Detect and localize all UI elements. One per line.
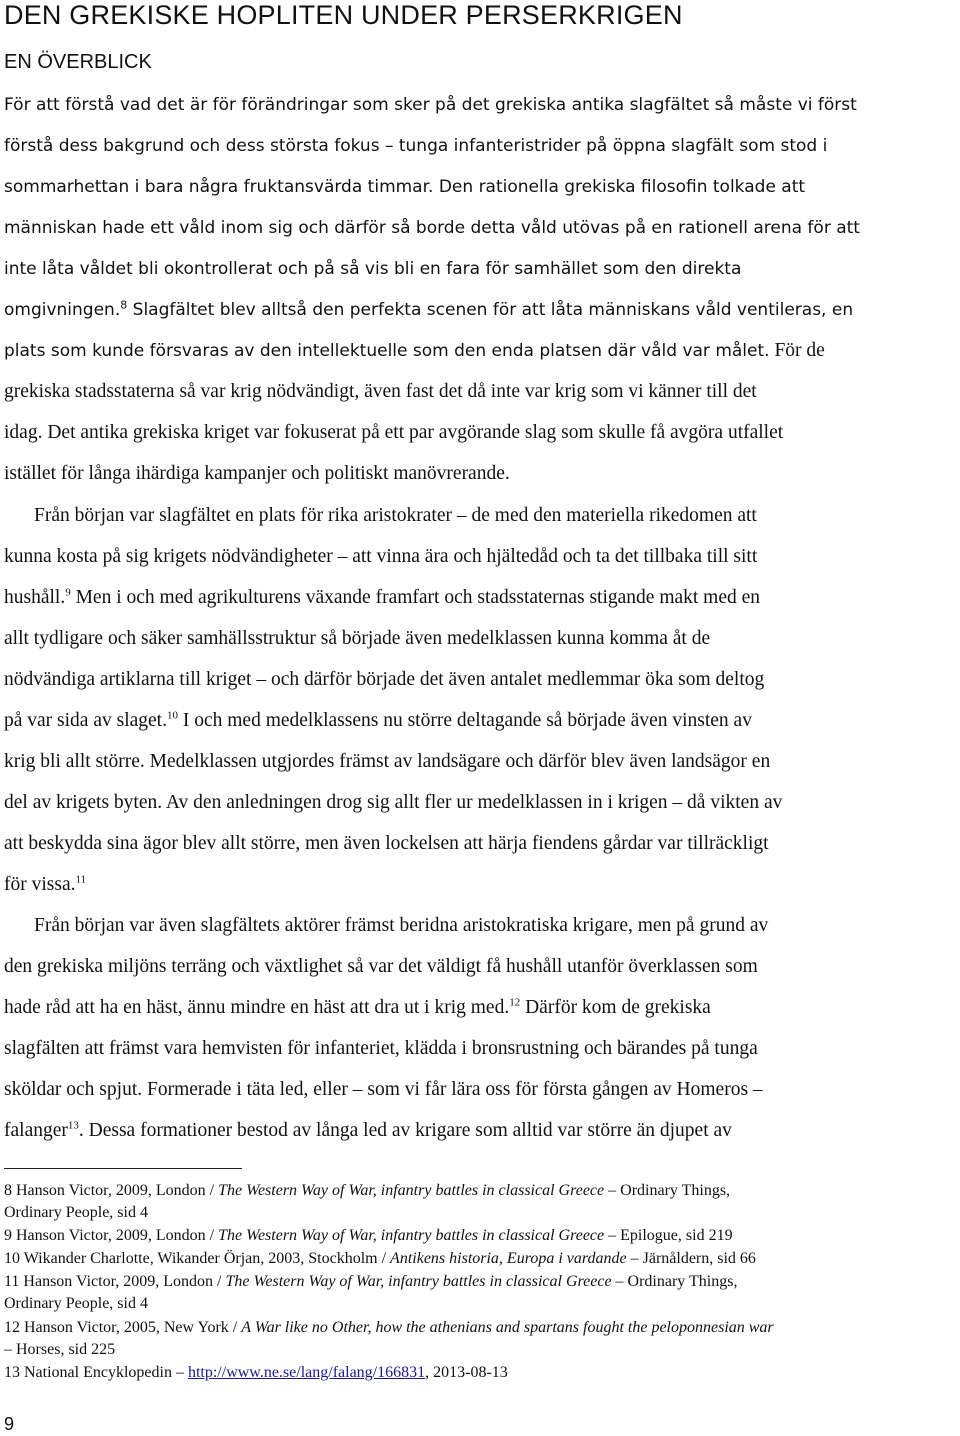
footnote-13: 13 National Encyklopedin – http://www.ne.se/lang/falang/166831, 2013-08-13 [4, 1364, 508, 1381]
footnote-ref: 9 [65, 586, 71, 599]
text-line: idag. Det antika grekiska kriget var fokuserat på ett par avgörande slag som skulle få avgöra utfallet [4, 422, 784, 443]
text-line: på var sida av slaget.$^{10}$ I och med medelklassens nu större deltagande så började även vinsten av [4, 709, 752, 731]
text-line: För att förstå vad det är för förändringar som sker på det grekiska antika slagfältet så måste vi först [4, 95, 857, 115]
text-line: falanger$^{13}$. Dessa formationer bestod av långa led av krigare som alltid var större än djupet av [4, 1119, 732, 1141]
text-line: plats som kunde försvaras av den intellektuelle som den enda platsen där våld var målet. För de [4, 340, 825, 361]
text-line: Från början var även slagfältets aktörer främst beridna aristokratiska krigare, men på grund av [34, 915, 769, 936]
footnote-ref: 12 [509, 996, 521, 1009]
text-line: den grekiska miljöns terräng och växtlighet så var det väldigt få hushåll utanför överklassen som [4, 956, 758, 977]
text-line: nödvändiga artiklarna till kriget – och därför började det även antalet medlemmar öka som deltog [4, 669, 765, 690]
page-subtitle: EN ÖVERBLICK [4, 51, 152, 73]
footnote-11-continued: Ordinary People, sid 4 [4, 1295, 148, 1312]
text-line: allt tydligare och säker samhällsstruktur så började även medelklassen kunna komma åt de [4, 628, 711, 649]
text-line: att beskydda sina ägor blev allt större, men även lockelsen att härja fiendens gårdar var tillräckligt [4, 833, 769, 854]
text-line: hade råd att ha en häst, ännu mindre en häst att dra ut i krig med.$^{12}$ Därför kom de grekiska [4, 996, 711, 1018]
footnote-ref: 11 [75, 873, 87, 886]
footnote-8: 8 Hanson Victor, 2009, London / The Western Way of War, infantry battles in classical Greece – Ordinary Things, [4, 1182, 731, 1199]
text-line: för vissa.$^{11}$ [4, 873, 87, 895]
text-line: grekiska stadsstaterna så var krig nödvändigt, även fast det då inte var krig som vi känner till det [4, 381, 757, 402]
text-line: slagfälten att främst vara hemvisten för infanteriet, klädda i bronsrustning och bärandes på tunga [4, 1038, 758, 1059]
footnote-8-continued: Ordinary People, sid 4 [4, 1204, 148, 1221]
footnote-divider [4, 1168, 242, 1169]
text-line: del av krigets byten. Av den anledningen drog sig allt fler ur medelklassen in i krigen – då vikten av [4, 792, 783, 813]
footnote-12-continued: – Horses, sid 225 [4, 1341, 116, 1358]
footnote-ref: 13 [67, 1119, 79, 1132]
page-title: DEN GREKISKE HOPLITEN UNDER PERSERKRIGEN [4, 0, 683, 30]
text-line: sommarhettan i bara några fruktansvärda timmar. Den rationella grekiska filosofin tolkade att [4, 177, 806, 197]
text-line: hushåll.$^9$ Men i och med agrikulturens växande framfart och stadsstaternas stigande makt med en [4, 586, 761, 608]
text-line: sköldar och spjut. Formerade i täta led, eller – som vi får lära oss för första gången av Homeros – [4, 1079, 763, 1100]
footnote-11: 11 Hanson Victor, 2009, London / The Western Way of War, infantry battles in classical Greece – Ordinary Things, [4, 1273, 738, 1290]
footnote-10: 10 Wikander Charlotte, Wikander Örjan, 2003, Stockholm / Antikens historia, Europa i vardande – Järnåldern, sid 66 [4, 1250, 756, 1267]
footnote-ref: 8 [120, 298, 128, 312]
text-line: förstå dess bakgrund och dess största fokus – tunga infanteristrider på öppna slagfält som stod i [4, 136, 828, 156]
text-line: kunna kosta på sig krigets nödvändigheter – att vinna ära och hjältedåd och ta det tillbaka till sitt [4, 546, 758, 567]
footnote-ref: 10 [166, 709, 178, 722]
text-line: omgivningen.$^8$ Slagfältet blev alltså den perfekta scenen för att låta människans våld ventileras, en [4, 298, 854, 320]
text-line: krig bli allt större. Medelklassen utgjordes främst av landsägare och därför blev även landsägor en [4, 751, 771, 772]
footnote-9: 9 Hanson Victor, 2009, London / The Western Way of War, infantry battles in classical Greece – Epilogue, sid 219 [4, 1227, 733, 1244]
text-line: istället för långa ihärdiga kampanjer och politiskt manövrerande. [4, 463, 510, 484]
footnote-12: 12 Hanson Victor, 2005, New York / A War like no Other, how the athenians and spartans fought the peloponnesian war [4, 1319, 774, 1336]
text-line: Från början var slagfältet en plats för rika aristokrater – de med den materiella rikedomen att [34, 505, 757, 526]
page-number: 9 [4, 1414, 15, 1434]
text-line: inte låta våldet bli okontrollerat och på så vis bli en fara för samhället som den direkta [4, 259, 742, 279]
text-line: människan hade ett våld inom sig och därför så borde detta våld utövas på en rationell arena för att [4, 218, 860, 238]
encyclopedia-link[interactable]: http://www.ne.se/lang/falang/166831 [187, 1364, 426, 1381]
